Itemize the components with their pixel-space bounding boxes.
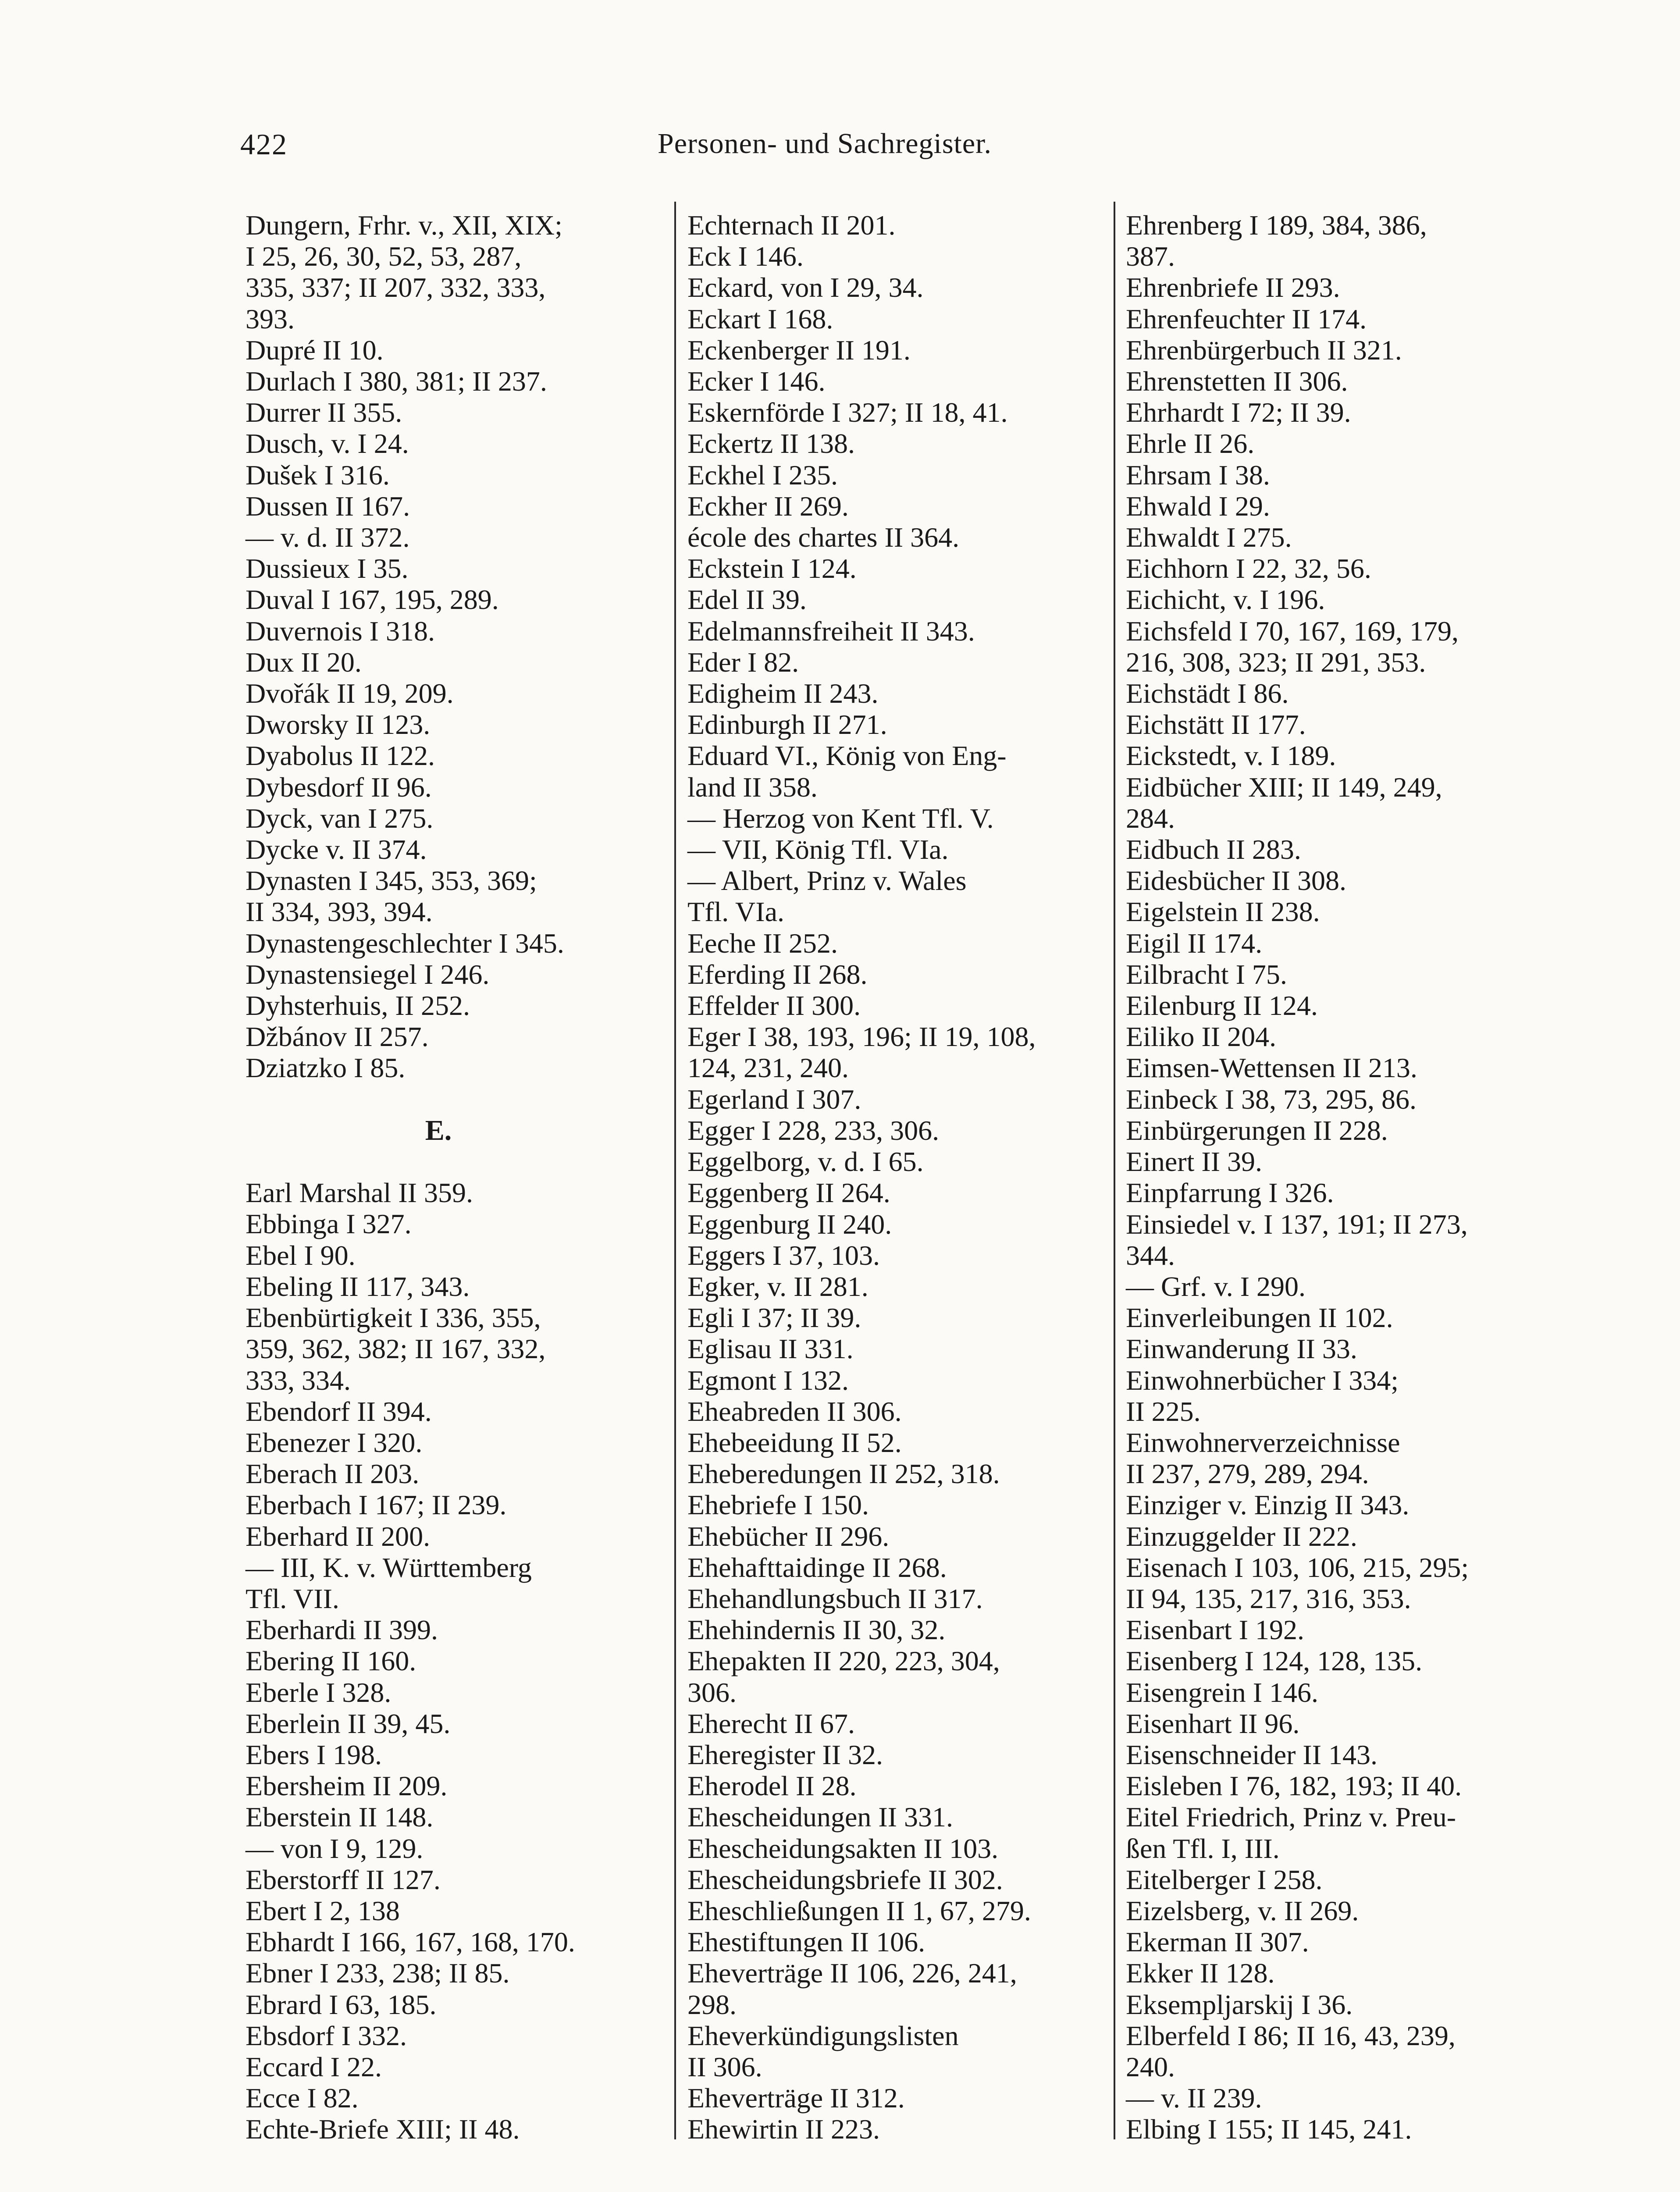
- index-entry-line: Ebeling II 117, 343.: [246, 1270, 470, 1302]
- index-entry-line: Dussieux I 35.: [246, 553, 409, 584]
- index-entry-line: Eckertz II 138.: [687, 428, 855, 459]
- index-entry-line: Eberlein II 39, 45.: [246, 1708, 451, 1739]
- index-entry-line: Ehepakten II 220, 223, 304,: [687, 1645, 1000, 1677]
- index-entry-line: Eberhardi II 399.: [246, 1614, 438, 1646]
- index-entry-line: Eggelborg, v. d. I 65.: [687, 1146, 924, 1178]
- index-entry-line: Eberstorff II 127.: [246, 1864, 441, 1895]
- index-entry-line: Eigil II 174.: [1126, 927, 1263, 959]
- index-entry-line: — III, K. v. Württemberg: [246, 1551, 532, 1583]
- index-entry-line: Echte-Briefe XIII; II 48.: [246, 2114, 520, 2145]
- index-entry-line: Ehwald I 29.: [1126, 490, 1270, 522]
- index-entry-line: Eichstätt II 177.: [1126, 709, 1306, 740]
- index-entry-line: Einwohnerverzeichnisse: [1126, 1427, 1400, 1458]
- index-entry-line: Echternach II 201.: [687, 210, 896, 241]
- index-entry-line: II 334, 393, 394.: [246, 896, 433, 928]
- index-entry-line: Eheberedungen II 252, 318.: [687, 1458, 1000, 1490]
- index-entry-line: Ehewirtin II 223.: [687, 2114, 880, 2145]
- index-entry-line: Eggenburg II 240.: [687, 1208, 892, 1240]
- index-entry-line: — VII, König Tfl. VIa.: [687, 834, 949, 865]
- index-entry-line: Eccard I 22.: [246, 2051, 382, 2082]
- index-column-2: [687, 210, 1104, 2145]
- index-entry-line: 344.: [1126, 1239, 1175, 1271]
- index-entry-line: Ehebücher II 296.: [687, 1520, 890, 1552]
- index-entry-line: Eberstein II 148.: [246, 1801, 434, 1833]
- index-entry-line: Eckher II 269.: [687, 490, 849, 522]
- index-entry-line: Eckart I 168.: [687, 303, 833, 334]
- index-entry-line: — v. d. II 372.: [246, 522, 410, 553]
- index-entry-line: Ehrenberg I 189, 384, 386,: [1126, 210, 1427, 241]
- index-entry-line: Eisenach I 103, 106, 215, 295;: [1126, 1551, 1469, 1583]
- index-entry-line: Dworsky II 123.: [246, 709, 431, 740]
- index-entry-line: Ebner I 233, 238; II 85.: [246, 1957, 510, 1989]
- index-entry-line: Ebering II 160.: [246, 1645, 416, 1677]
- index-entry-line: Ehrhardt I 72; II 39.: [1126, 397, 1351, 428]
- index-entry-line: Ehehindernis II 30, 32.: [687, 1614, 946, 1646]
- index-entry-line: Ebert I 2, 138: [246, 1895, 400, 1926]
- index-entry-line: Elberfeld I 86; II 16, 43, 239,: [1126, 2020, 1456, 2051]
- index-entry-line: Ekker II 128.: [1126, 1957, 1275, 1989]
- index-entry-line: Eeche II 252.: [687, 927, 838, 959]
- index-entry-line: 359, 362, 382; II 167, 332,: [246, 1333, 546, 1365]
- index-entry-line: Dyabolus II 122.: [246, 740, 435, 772]
- index-entry-line: II 306.: [687, 2051, 762, 2082]
- index-entry-line: Ehrenbürgerbuch II 321.: [1126, 334, 1402, 366]
- index-entry-line: Dziatzko I 85.: [246, 1052, 406, 1084]
- index-entry-line: Eiliko II 204.: [1126, 1021, 1277, 1053]
- index-entry-line: Edinburgh II 271.: [687, 709, 887, 740]
- index-entry-line: 240.: [1126, 2051, 1175, 2082]
- index-entry-line: Dussen II 167.: [246, 490, 410, 522]
- index-entry-line: — Grf. v. I 290.: [1126, 1270, 1306, 1302]
- page-number: 422: [240, 128, 288, 161]
- index-entry-line: Dybesdorf II 96.: [246, 771, 432, 803]
- index-entry-line: Eggenberg II 264.: [687, 1177, 890, 1209]
- index-entry-line: 298.: [687, 1989, 737, 2020]
- index-entry-line: Eichhorn I 22, 32, 56.: [1126, 553, 1371, 584]
- index-entry-line: Egker, v. II 281.: [687, 1270, 868, 1302]
- index-entry-line: Eberbach I 167; II 239.: [246, 1489, 507, 1521]
- index-entry-line: Egmont I 132.: [687, 1364, 849, 1396]
- index-entry-line: Ebenbürtigkeit I 336, 355,: [246, 1302, 541, 1334]
- index-entry-line: Eilenburg II 124.: [1126, 990, 1318, 1021]
- index-entry-line: Effelder II 300.: [687, 990, 861, 1021]
- index-entry-line: Edelmannsfreiheit II 343.: [687, 615, 975, 647]
- index-entry-line: Eickstedt, v. I 189.: [1126, 740, 1336, 772]
- index-entry-line: Ebbinga I 327.: [246, 1208, 412, 1240]
- index-entry-line: ßen Tfl. I, III.: [1126, 1833, 1280, 1864]
- index-entry-line: Einverleibungen II 102.: [1126, 1302, 1393, 1334]
- column-divider: [1114, 202, 1115, 2139]
- index-entry-line: Eichicht, v. I 196.: [1126, 584, 1325, 616]
- index-entry-line: Dušek I 316.: [246, 459, 390, 491]
- index-entry-line: — von I 9, 129.: [246, 1833, 424, 1864]
- index-entry-line: Eheverträge II 106, 226, 241,: [687, 1957, 1017, 1989]
- index-entry-line: Ebers I 198.: [246, 1739, 382, 1770]
- index-entry-line: Einzuggelder II 222.: [1126, 1520, 1357, 1552]
- index-entry-line: Ebel I 90.: [246, 1239, 356, 1271]
- index-entry-line: Eisenbart I 192.: [1126, 1614, 1304, 1646]
- index-entry-line: Ebsdorf I 332.: [246, 2020, 407, 2051]
- index-entry-line: Tfl. VII.: [246, 1583, 339, 1614]
- index-entry-line: Dycke v. II 374.: [246, 834, 427, 865]
- index-entry-line: Eidbuch II 283.: [1126, 834, 1301, 865]
- index-entry-line: Dupré II 10.: [246, 334, 384, 366]
- index-entry-line: Eichsfeld I 70, 167, 169, 179,: [1126, 615, 1459, 647]
- index-entry-line: Eheverträge II 312.: [687, 2082, 905, 2114]
- index-entry-line: land II 358.: [687, 771, 818, 803]
- index-entry-line: Ehehandlungsbuch II 317.: [687, 1583, 983, 1614]
- index-entry-line: Ehestiftungen II 106.: [687, 1926, 925, 1958]
- column-divider: [674, 202, 676, 2139]
- index-entry-line: 333, 334.: [246, 1364, 351, 1396]
- index-entry-line: Ebhardt I 166, 167, 168, 170.: [246, 1926, 575, 1958]
- index-entry-line: Ehebriefe I 150.: [687, 1489, 869, 1521]
- index-entry-line: Ebrard I 63, 185.: [246, 1989, 437, 2020]
- index-entry-line: 393.: [246, 303, 295, 334]
- index-entry-line: Eberle I 328.: [246, 1676, 392, 1708]
- index-entry-line: Dynasten I 345, 353, 369;: [246, 865, 537, 897]
- index-entry-line: Eheregister II 32.: [687, 1739, 883, 1770]
- index-entry-line: Dyhsterhuis, II 252.: [246, 990, 470, 1021]
- index-entry-line: Eglisau II 331.: [687, 1333, 854, 1365]
- index-entry-line: II 225.: [1126, 1395, 1201, 1427]
- index-entry-line: Eigelstein II 238.: [1126, 896, 1320, 928]
- index-entry-line: Dux II 20.: [246, 646, 362, 678]
- index-entry-line: Dusch, v. I 24.: [246, 428, 409, 459]
- index-entry-line: Duval I 167, 195, 289.: [246, 584, 499, 616]
- index-entry-line: Eberach II 203.: [246, 1458, 420, 1490]
- index-entry-line: Eitel Friedrich, Prinz v. Preu-: [1126, 1801, 1456, 1833]
- index-column-3: [1126, 210, 1555, 2145]
- index-entry-line: Einwanderung II 33.: [1126, 1333, 1357, 1365]
- index-entry-line: Ehescheidungen II 331.: [687, 1801, 954, 1833]
- index-entry-line: Einwohnerbücher I 334;: [1126, 1364, 1399, 1396]
- index-entry-line: Dynastengeschlechter I 345.: [246, 927, 564, 959]
- index-entry-line: Ecce I 82.: [246, 2082, 359, 2114]
- index-entry-line: II 94, 135, 217, 316, 353.: [1126, 1583, 1411, 1614]
- index-entry-line: Eidbücher XIII; II 149, 249,: [1126, 771, 1442, 803]
- index-entry-line: Einpfarrung I 326.: [1126, 1177, 1334, 1209]
- index-entry-line: Egerland I 307.: [687, 1083, 861, 1115]
- index-entry-line: Ehrle II 26.: [1126, 428, 1255, 459]
- index-entry-line: Džbánov II 257.: [246, 1021, 429, 1053]
- index-entry-line: Dyck, van I 275.: [246, 802, 434, 834]
- index-entry-line: Earl Marshal II 359.: [246, 1177, 473, 1209]
- index-entry-line: Ebersheim II 209.: [246, 1770, 448, 1802]
- index-entry-line: Ehescheidungsakten II 103.: [687, 1833, 999, 1864]
- index-entry-line: Ekerman II 307.: [1126, 1926, 1309, 1958]
- index-entry-line: Ehrenbriefe II 293.: [1126, 272, 1340, 303]
- index-entry-line: Eckenberger II 191.: [687, 334, 911, 366]
- index-entry-line: Eichstädt I 86.: [1126, 678, 1289, 709]
- section-heading: E.: [425, 1114, 452, 1146]
- index-entry-line: Durlach I 380, 381; II 237.: [246, 366, 547, 397]
- index-entry-line: Dynastensiegel I 246.: [246, 958, 490, 990]
- index-entry-line: Eggers I 37, 103.: [687, 1239, 880, 1271]
- index-entry-line: Ehehafttaidinge II 268.: [687, 1551, 947, 1583]
- index-entry-line: Egger I 228, 233, 306.: [687, 1114, 940, 1146]
- index-entry-line: Einert II 39.: [1126, 1146, 1262, 1178]
- index-entry-line: Einsiedel v. I 137, 191; II 273,: [1126, 1208, 1468, 1240]
- index-entry-line: Eferding II 268.: [687, 958, 868, 990]
- index-entry-line: Eheschließungen II 1, 67, 279.: [687, 1895, 1031, 1926]
- index-entry-line: 284.: [1126, 802, 1175, 834]
- index-entry-line: Ehrenfeuchter II 174.: [1126, 303, 1367, 334]
- index-entry-line: — v. II 239.: [1126, 2082, 1262, 2114]
- index-entry-line: 306.: [687, 1676, 737, 1708]
- index-entry-line: école des chartes II 364.: [687, 522, 960, 553]
- index-entry-line: Edigheim II 243.: [687, 678, 879, 709]
- index-column-1: [246, 210, 666, 2145]
- running-head: Personen- und Sachregister.: [658, 128, 992, 160]
- index-entry-line: Ecker I 146.: [687, 366, 826, 397]
- index-entry-line: I 25, 26, 30, 52, 53, 287,: [246, 241, 522, 272]
- index-entry-line: — Herzog von Kent Tfl. V.: [687, 802, 994, 834]
- index-entry-line: Eisenberg I 124, 128, 135.: [1126, 1645, 1423, 1677]
- index-entry-line: Eherodel II 28.: [687, 1770, 857, 1802]
- index-entry-line: Eidesbücher II 308.: [1126, 865, 1346, 897]
- index-entry-line: Elbing I 155; II 145, 241.: [1126, 2114, 1412, 2145]
- index-entry-line: Eskernförde I 327; II 18, 41.: [687, 397, 1008, 428]
- index-entry-line: 387.: [1126, 241, 1175, 272]
- index-entry-line: 216, 308, 323; II 291, 353.: [1126, 646, 1426, 678]
- index-entry-line: Duvernois I 318.: [246, 615, 435, 647]
- index-entry-line: Eilbracht I 75.: [1126, 958, 1287, 990]
- index-entry-line: Eckhel I 235.: [687, 459, 838, 491]
- index-entry-line: Eheabreden II 306.: [687, 1395, 902, 1427]
- index-entry-line: Eberhard II 200.: [246, 1520, 431, 1552]
- index-entry-line: Eckstein I 124.: [687, 553, 857, 584]
- index-entry-line: Einbürgerungen II 228.: [1126, 1114, 1388, 1146]
- index-entry-line: Einziger v. Einzig II 343.: [1126, 1489, 1409, 1521]
- index-entry-line: Edel II 39.: [687, 584, 807, 616]
- index-entry-line: Eksempljarskij I 36.: [1126, 1989, 1353, 2020]
- index-entry-line: Eckard, von I 29, 34.: [687, 272, 924, 303]
- index-entry-line: Egli I 37; II 39.: [687, 1302, 861, 1334]
- index-entry-line: Durrer II 355.: [246, 397, 402, 428]
- index-entry-line: Eizelsberg, v. II 269.: [1126, 1895, 1359, 1926]
- index-entry-line: Eisenhart II 96.: [1126, 1708, 1300, 1739]
- index-entry-line: Dvořák II 19, 209.: [246, 678, 454, 709]
- index-entry-line: Ebendorf II 394.: [246, 1395, 432, 1427]
- index-entry-line: Eisenschneider II 143.: [1126, 1739, 1378, 1770]
- index-entry-line: Ehrenstetten II 306.: [1126, 366, 1348, 397]
- index-entry-line: Eck I 146.: [687, 241, 804, 272]
- index-entry-line: Ehescheidungsbriefe II 302.: [687, 1864, 1003, 1895]
- index-entry-line: Eisengrein I 146.: [1126, 1676, 1318, 1708]
- index-entry-line: Eger I 38, 193, 196; II 19, 108,: [687, 1021, 1036, 1053]
- index-entry-line: Eduard VI., König von Eng-: [687, 740, 1007, 772]
- index-entry-line: — Albert, Prinz v. Wales: [687, 865, 967, 897]
- index-entry-line: Ebenezer I 320.: [246, 1427, 423, 1458]
- index-entry-line: Ehrsam I 38.: [1126, 459, 1270, 491]
- index-entry-line: II 237, 279, 289, 294.: [1126, 1458, 1369, 1490]
- index-entry-line: Tfl. VIa.: [687, 896, 784, 928]
- index-entry-line: Eherecht II 67.: [687, 1708, 855, 1739]
- index-entry-line: 124, 231, 240.: [687, 1052, 849, 1084]
- index-entry-line: Dungern, Frhr. v., XII, XIX;: [246, 210, 562, 241]
- index-entry-line: Einbeck I 38, 73, 295, 86.: [1126, 1083, 1417, 1115]
- index-entry-line: Eitelberger I 258.: [1126, 1864, 1323, 1895]
- index-entry-line: 335, 337; II 207, 332, 333,: [246, 272, 546, 303]
- index-entry-line: Eimsen-Wettensen II 213.: [1126, 1052, 1417, 1084]
- index-entry-line: Eder I 82.: [687, 646, 799, 678]
- index-entry-line: Ehebeeidung II 52.: [687, 1427, 902, 1458]
- index-entry-line: Eheverkündigungslisten: [687, 2020, 959, 2051]
- index-entry-line: Eisleben I 76, 182, 193; II 40.: [1126, 1770, 1462, 1802]
- index-entry-line: Ehwaldt I 275.: [1126, 522, 1292, 553]
